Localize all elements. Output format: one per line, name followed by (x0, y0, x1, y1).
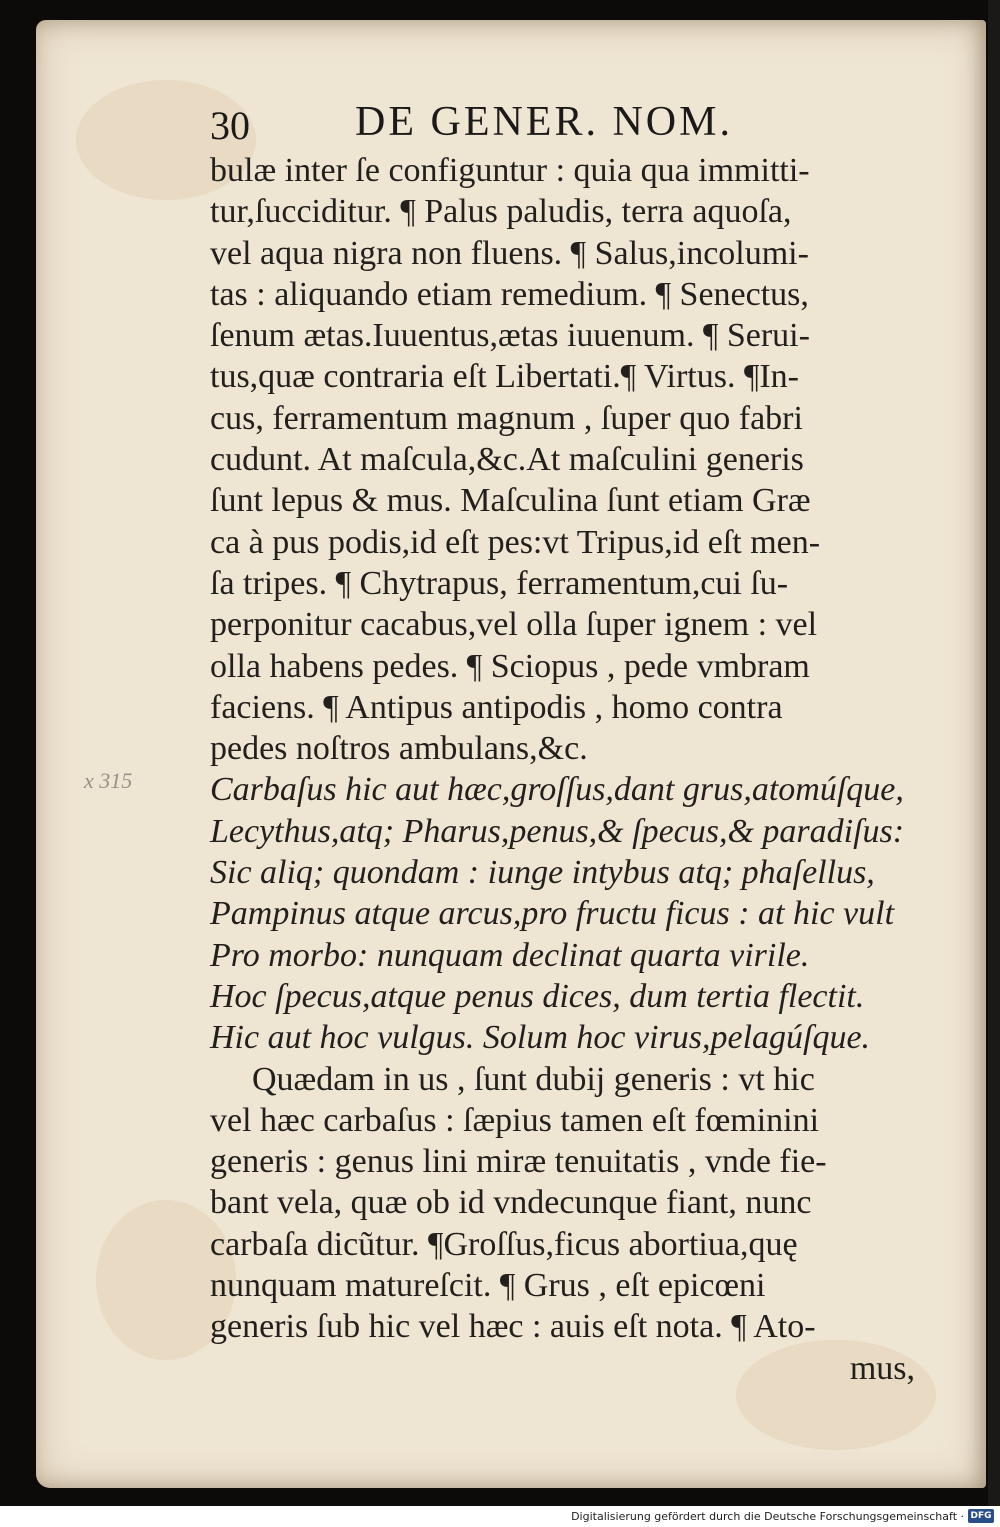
text-line: faciens. ¶ Antipus antipodis , homo contra (210, 688, 783, 726)
text-line: Quædam in us , ſunt dubij generis : vt hic (252, 1060, 815, 1098)
text-line: pedes noſtros ambulans,&c. (210, 730, 588, 768)
prose-block (210, 1059, 915, 1389)
margin-note: x 315 (84, 768, 133, 793)
text-line: ſunt lepus & mus. Maſculina ſunt etiam Græ (210, 482, 811, 520)
text-line: Pampinus atque arcus,pro fructu ficus : at hic vult (210, 895, 895, 933)
text-line: Carbaſus hic aut hæc,groſſus,dant grus,atomúſque, (210, 771, 904, 809)
text-line: tus,quæ contraria eſt Libertati.¶ Virtus. ¶In- (210, 358, 800, 396)
text-line: cus, ferramentum magnum , ſuper quo fabri (210, 399, 803, 437)
text-line: vel hæc carbaſus : ſæpius tamen eſt fœminini (210, 1101, 820, 1139)
text-line: Sic aliq; quondam : iunge intybus atq; phaſellus, (210, 854, 875, 892)
text-line: carbaſa dicũtur. ¶Groſſus,ficus abortiua,quę (210, 1225, 798, 1263)
text-line: Pro morbo: nunquam declinat quarta virile. (210, 936, 810, 974)
running-head: DE GENER. NOM. (355, 99, 733, 145)
funding-credit: Digitalisierung gefördert durch die Deutsche Forschungsgemeinschaft · (571, 1510, 964, 1523)
text-line: bulæ inter ſe configuntur : quia qua immitti- (210, 152, 810, 189)
text-line: tas : aliquando etiam remedium. ¶ Senectus, (210, 275, 809, 313)
verse-block (210, 769, 915, 1058)
text-line: tur,ſucciditur. ¶ Palus paludis, terra aquoſa, (210, 193, 792, 231)
text-line: ſa tripes. ¶ Chytrapus, ferramentum,cui ſu- (210, 564, 789, 602)
page-header (210, 96, 910, 156)
text-line: cudunt. At maſcula,&c.At maſculini generis (210, 441, 804, 479)
text-line: ca à pus podis,id eſt pes:vt Tripus,id eſt men- (210, 523, 821, 561)
text-line: bant vela, quæ ob id vndecunque fiant, nunc (210, 1184, 812, 1222)
text-line: nunquam matureſcit. ¶ Grus , eſt epicœni (210, 1267, 766, 1305)
text-line: ſenum ætas.Iuuentus,ætas iuuenum. ¶ Serui- (210, 317, 810, 355)
book-spine (988, 0, 1000, 1506)
text-line: perponitur cacabus,vel olla ſuper ignem : vel (210, 606, 818, 644)
text-line: Lecythus,atq; Pharus,penus,& ſpecus,& paradiſus: (210, 812, 905, 850)
footer-bar (0, 1506, 1000, 1527)
text-line: olla habens pedes. ¶ Sciopus , pede vmbram (210, 647, 810, 685)
page-number: 30 (210, 103, 250, 148)
text-line: generis ſub hic vel hæc : auis eſt nota. ¶ Ato- (210, 1308, 816, 1346)
text-line: mus, (849, 1349, 915, 1387)
page-body (210, 150, 915, 1389)
dfg-logo: DFG (968, 1509, 994, 1523)
prose-block (210, 150, 915, 769)
text-line: Hic aut hoc vulgus. Solum hoc virus,pelagúſque. (210, 1019, 871, 1057)
text-line: vel aqua nigra non fluens. ¶ Salus,incolumi- (210, 234, 809, 272)
text-line: Hoc ſpecus,atque penus dices, dum tertia flectit. (210, 977, 865, 1015)
text-line: generis : genus lini miræ tenuitatis , vnde fie- (210, 1143, 827, 1181)
